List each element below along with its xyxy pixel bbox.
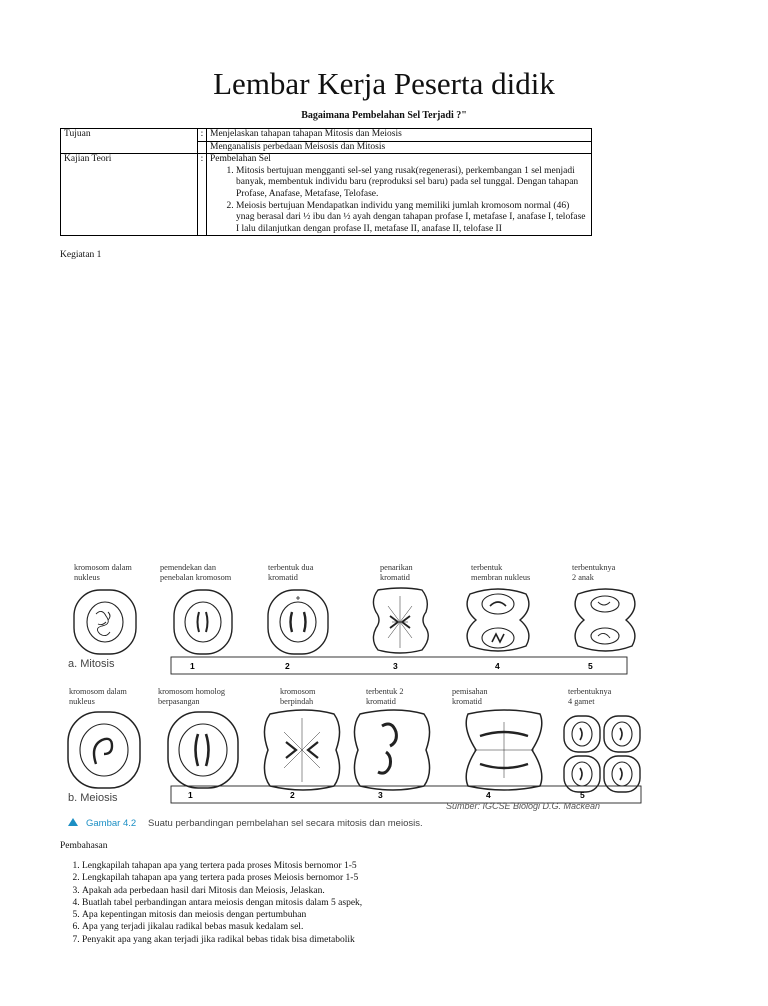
meiosis-number-3: 3	[378, 790, 383, 800]
mitosis-cell-2	[174, 590, 232, 654]
mitosis-label-1b: nukleus	[74, 573, 100, 582]
mitosis-cell-4	[373, 588, 428, 653]
figure-svg	[60, 556, 650, 836]
meiosis-label-4b: kromatid	[366, 697, 396, 706]
meiosis-number-4: 4	[486, 790, 491, 800]
meiosis-number-1: 1	[188, 790, 193, 800]
kajian-item-mitosis: 1. Mitosis bertujuan mengganti sel-sel yang rusak(regenerasi), perkembangan 1 sel menjadi banyak, membentuk individu baru (reproduksi sel baru) pada sel tunggal. Dengan tahapan Profase, Anafase, Metafase, Telofase.	[236, 166, 588, 201]
meiosis-number-5: 5	[580, 790, 585, 800]
meiosis-label-1b: nukleus	[69, 697, 95, 706]
meiosis-label-3a: kromosom	[280, 687, 316, 696]
figure-caption: Suatu perbandingan pembelahan sel secara mitosis dan meiosis.	[148, 818, 423, 829]
mitosis-cell-3	[268, 590, 328, 654]
meiosis-label-5b: kromatid	[452, 697, 482, 706]
mitosis-number-3: 3	[393, 661, 398, 671]
worksheet-title: Lembar Kerja Peserta didik	[213, 66, 555, 101]
mitosis-number-1: 1	[190, 661, 195, 671]
mitosis-label-4a: penarikan	[380, 563, 413, 572]
meiosis-label-6b: 4 gamet	[568, 697, 595, 706]
meiosis-label-2b: berpasangan	[158, 697, 200, 706]
question-list	[60, 860, 362, 946]
tujuan-item-2: Menganalisis perbedaan Meisosis dan Mitosis	[207, 141, 592, 154]
meiosis-number-2: 2	[290, 790, 295, 800]
mitosis-label-2b: penebalan kromosom	[160, 573, 232, 582]
meiosis-title: b. Meiosis	[68, 792, 118, 804]
tujuan-item-1: Menjelaskan tahapan tahapan Mitosis dan Meiosis	[207, 129, 592, 142]
question-item: 5. Apa kepentingan mitosis dan meiosis dengan pertumbuhan	[82, 909, 362, 921]
mitosis-label-6a: terbentuknya	[572, 563, 616, 572]
meiosis-cell-2	[168, 712, 238, 788]
mitosis-number-box	[171, 657, 627, 674]
mitosis-label-3a: terbentuk dua	[268, 563, 314, 572]
meiosis-label-5a: pemisahan	[452, 687, 488, 696]
meiosis-label-1a: kromosom dalam	[69, 687, 127, 696]
question-item: 1. Lengkapilah tahapan apa yang tertera pada proses Mitosis bernomor 1-5	[82, 860, 362, 872]
mitosis-meiosis-figure	[60, 556, 650, 836]
figure-source: Sumber: IGCSE Biologi D.G. Mackean	[446, 801, 601, 811]
kajian-item-meiosis: 2. Meiosis bertujuan Mendapatkan individu yang memiliki jumlah kromosom normal (46) ynag berasal dari ½ ibu dan ½ ayah dengan tahapan profase I, metafase I, anafase I, telofase I lalu dilanjutkan dengan profase II, metafase II, anafase II, telofase II	[236, 201, 588, 236]
kajian-row	[61, 154, 592, 236]
mitosis-cell-5	[467, 589, 529, 651]
info-table	[60, 128, 592, 236]
meiosis-cell-6	[564, 716, 640, 792]
meiosis-label-2a: kromosom homolog	[158, 687, 226, 696]
caption-prefix: Gambar 4.2	[86, 818, 137, 829]
kajian-content	[207, 154, 592, 236]
mitosis-label-6b: 2 anak	[572, 573, 594, 582]
worksheet-subtitle: Bagaimana Pembelahan Sel Terjadi ?"	[301, 110, 467, 121]
tujuan-colon: :	[198, 129, 207, 142]
meiosis-cell-3	[264, 710, 339, 790]
question-item: 3. Apakah ada perbedaan hasil dari Mitosis dan Meiosis, Jelaskan.	[82, 885, 362, 897]
tujuan-label: Tujuan	[61, 129, 198, 154]
mitosis-number-2: 2	[285, 661, 290, 671]
kegiatan-label: Kegiatan 1	[60, 250, 102, 260]
kajian-list	[210, 166, 588, 236]
mitosis-label-1a: kromosom dalam	[74, 563, 132, 572]
kajian-heading: Pembelahan Sel	[210, 154, 271, 165]
mitosis-label-4b: kromatid	[380, 573, 410, 582]
tujuan-row	[61, 129, 592, 142]
pembahasan-label: Pembahasan	[60, 841, 108, 851]
question-item: 2. Lengkapilah tahapan apa yang tertera pada proses Meiosis bernomor 1-5	[82, 872, 362, 884]
mitosis-cell-1	[74, 590, 136, 654]
mitosis-number-4: 4	[495, 661, 500, 671]
mitosis-label-3b: kromatid	[268, 573, 298, 582]
meiosis-label-4a: terbentuk 2	[366, 687, 404, 696]
meiosis-label-6a: terbentuknya	[568, 687, 612, 696]
meiosis-cell-1	[68, 712, 140, 788]
meiosis-cell-5	[466, 710, 542, 790]
mitosis-label-5b: membran nukleus	[471, 573, 531, 582]
kajian-label: Kajian Teori	[61, 154, 198, 236]
question-item: 7. Penyakit apa yang akan terjadi jika radikal bebas tidak bisa dimetabolik	[82, 934, 362, 946]
caption-triangle-icon	[68, 818, 78, 826]
mitosis-label-5a: terbentuk	[471, 563, 503, 572]
meiosis-label-3b: berpindah	[280, 697, 314, 706]
mitosis-title: a. Mitosis	[68, 658, 115, 670]
mitosis-label-2a: pemendekan dan	[160, 563, 216, 572]
meiosis-cell-4	[354, 710, 429, 790]
question-item: 4. Buatlah tabel perbandingan antara meiosis dengan mitosis dalam 5 aspek,	[82, 897, 362, 909]
mitosis-cell-6	[575, 589, 635, 651]
question-item: 6. Apa yang terjadi jikalau radikal bebas masuk kedalam sel.	[82, 921, 362, 933]
kajian-colon: :	[198, 154, 207, 236]
mitosis-number-5: 5	[588, 661, 593, 671]
